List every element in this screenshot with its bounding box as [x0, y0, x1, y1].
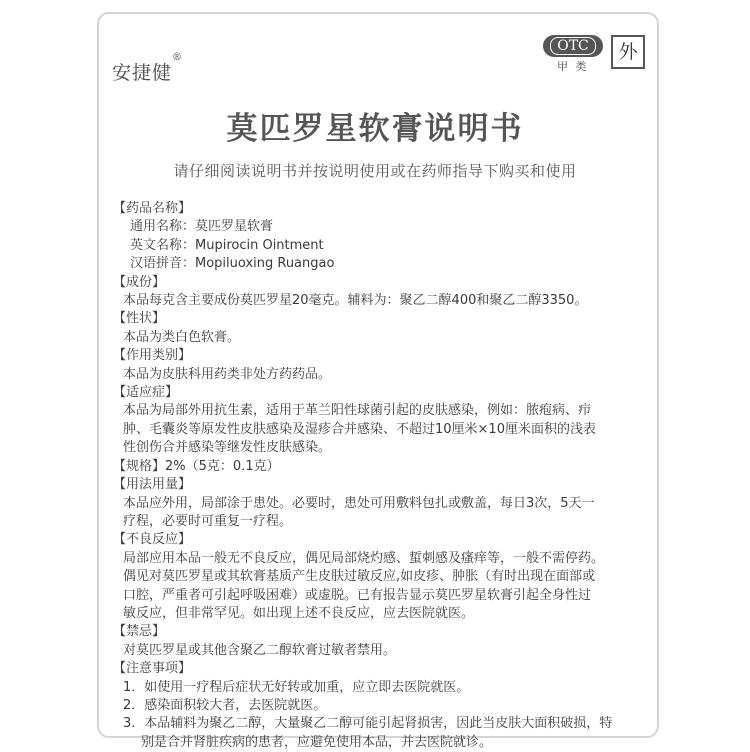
- external-use-mark: 外: [611, 35, 645, 69]
- section-specification: 【规格】2%（5克：0.1克）: [113, 458, 280, 474]
- usage-line: 本品应外用，局部涂于患处。必要时，患处可用敷料包扎或敷盖，每日3次，5天一: [123, 495, 595, 511]
- contraindications-text: 对莫匹罗星或其他含聚乙二醇软膏过敏者禁用。: [123, 642, 397, 658]
- leaflet-body: [113, 200, 641, 752]
- otc-class-label: 甲 类: [557, 60, 589, 73]
- page-title: 莫匹罗星软膏说明书: [226, 111, 524, 147]
- adverse-line: 敏反应，但非常罕见。如出现上述不良反应，应去医院就医。: [123, 605, 475, 621]
- precaution-item-3: 3．本品辅料为聚乙二醇，大量聚乙二醇可能引起肾损害，因此当皮肤大面积破损，特: [123, 716, 613, 732]
- registered-mark: ®: [172, 52, 184, 63]
- indications-line: 肿、毛囊炎等原发性皮肤感染及湿疹合并感染、不超过10厘米×10厘米面积的浅表: [123, 421, 596, 437]
- section-heading-contraindications: 【禁忌】: [113, 624, 166, 640]
- usage-line: 疗程，必要时可重复一疗程。: [123, 513, 293, 529]
- section-heading-drug-name: 【药品名称】: [113, 201, 192, 216]
- specification-text: 2%（5克：0.1克）: [165, 458, 280, 474]
- section-heading-indications: 【适应症】: [113, 385, 179, 401]
- precaution-item-2: 2．感染面积较大者，去医院就医。: [123, 697, 327, 713]
- section-heading-precautions: 【注意事项】: [113, 661, 192, 677]
- brand-logo: 安捷健®: [112, 52, 184, 84]
- category-text: 本品为皮肤科用药类非处方药药品。: [123, 366, 332, 382]
- english-name: 英文名称：Mupirocin Ointment: [130, 237, 324, 253]
- otc-badge: OTC: [543, 35, 603, 57]
- section-heading-adverse: 【不良反应】: [113, 532, 192, 548]
- precaution-item-1: 1．如使用一疗程后症状无好转或加重，应立即去医院就医。: [123, 679, 470, 695]
- description-text: 本品为类白色软膏。: [123, 329, 241, 345]
- indications-line: 性创伤合并感染等继发性皮肤感染。: [123, 440, 332, 456]
- section-heading-category: 【作用类别】: [113, 348, 192, 364]
- section-heading-composition: 【成份】: [113, 274, 166, 290]
- pinyin-name: 汉语拼音：Mopiluoxing Ruangao: [130, 256, 335, 272]
- indications-line: 本品为局部外用抗生素，适用于革兰阳性球菌引起的皮肤感染，例如：脓疱病、疖: [123, 403, 592, 419]
- composition-text: 本品每克含主要成份莫匹罗星20毫克。辅料为：聚乙二醇400和聚乙二醇3350。: [123, 293, 588, 309]
- section-heading-description: 【性状】: [113, 311, 166, 327]
- page-subtitle: 请仔细阅读说明书并按说明使用或在药师指导下购买和使用: [173, 162, 577, 180]
- section-heading-usage: 【用法用量】: [113, 477, 192, 493]
- adverse-line: 局部应用本品一般无不良反应，偶见局部烧灼感、蜇刺感及瘙痒等，一般不需停药。: [123, 550, 605, 566]
- precaution-item-3-cont: 别是合并肾脏疾病的患者，应避免使用本品，并去医院就诊。: [141, 734, 493, 750]
- adverse-line: 偶见对莫匹罗星或其软膏基质产生皮肤过敏反应,如皮疹、肿胀（有时出现在面部或: [123, 569, 596, 585]
- common-name: 通用名称：莫匹罗星软膏: [130, 219, 274, 235]
- adverse-line: 口腔，严重者可引起呼吸困难）或虚脱。已有报告显示莫匹罗星软膏引起全身性过: [123, 587, 592, 603]
